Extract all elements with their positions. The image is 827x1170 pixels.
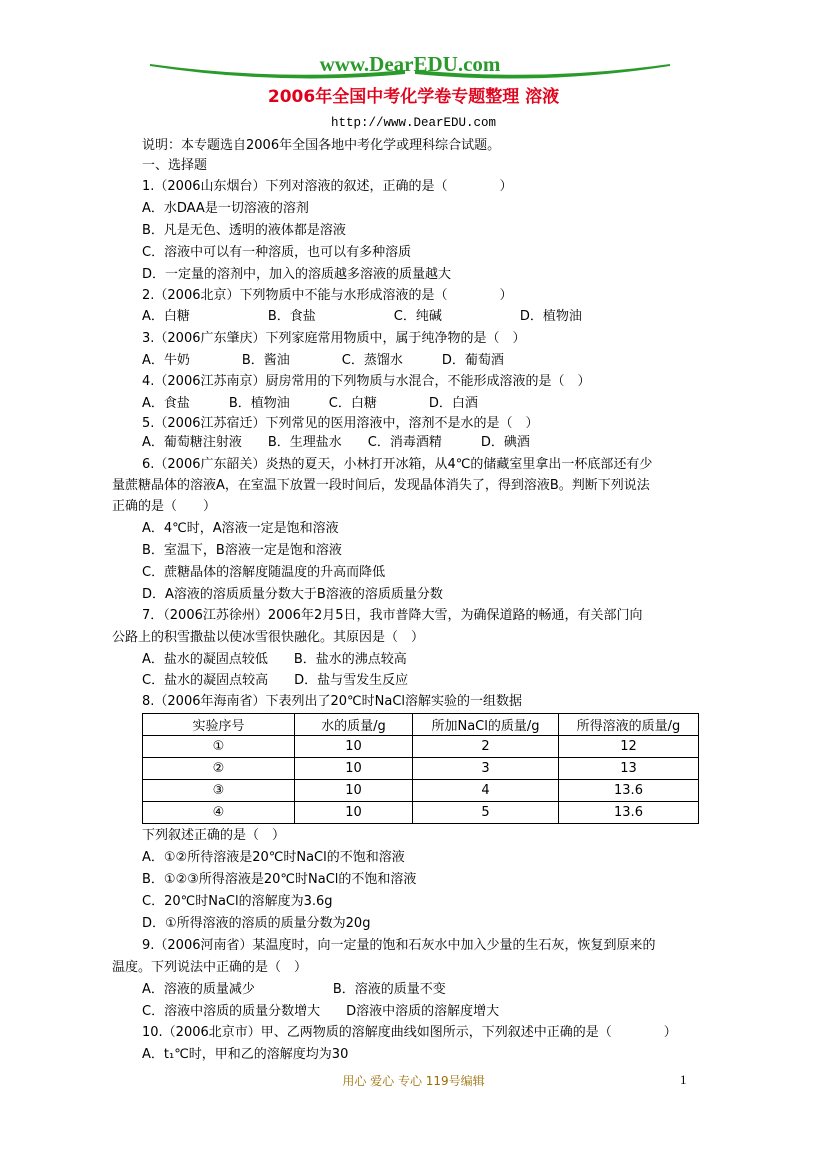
question-9-cont: 温度。下列说法中正确的是（ ） [112,960,308,975]
question-1: 1.（2006山东烟台）下列对溶液的叙述，正确的是（ ） [142,179,513,194]
option-line: C．蔗糖晶体的溶解度随温度的升高而降低 [142,565,386,580]
table-row [143,802,699,824]
table-cell: 4 [413,780,559,802]
table-cell: ① [143,736,295,758]
question-3: 3.（2006广东肇庆）下列家庭常用物质中，属于纯净物的是（ ） [142,331,526,346]
option-line: D．①所得溶液的溶质的质量分数为20g [142,916,371,931]
table-cell: 10 [295,780,413,802]
table-row [143,758,699,780]
table-cell: 10 [295,736,413,758]
question-9: 9.（2006河南省）某温度时，向一定量的饱和石灰水中加入少量的生石灰，恢复到原来的 [142,938,656,953]
question-7-cont: 公路上的积雪撒盐以使冰雪很快融化。其原因是（ ） [112,630,425,645]
page-footer: 用心 爱心 专心 119号编辑 [342,1074,485,1088]
table-cell: 13.6 [559,802,699,824]
table-header: 所加NaCl的质量/g [413,714,559,736]
table-cell: ② [143,758,295,780]
table-header: 所得溶液的质量/g [559,714,699,736]
option-line: C．溶液中可以有一种溶质，也可以有多种溶质 [142,245,412,260]
intro-note: 说明：本专题选自2006年全国各地中考化学或理科综合试题。 [142,138,501,153]
question-8: 8.（2006年海南省）下表列出了20℃时NaCl溶解实验的一组数据 [142,694,523,709]
question-7: 7．（2006江苏徐州）2006年2月5日，我市普降大雪，为确保道路的畅通，有关部门向 [142,608,643,623]
option-line: C．20℃时NaCl的溶解度为3.6g [142,894,333,909]
option-line: A．①②所待溶液是20℃时NaCl的不饱和溶液 [142,850,405,865]
question-2: 2.（2006北京）下列物质中不能与水形成溶液的是（ ） [142,288,513,303]
table-cell: 3 [413,758,559,780]
option-line: A．盐水的凝固点较低 B．盐水的沸点较高 [142,652,407,667]
banner-text: www.DearEDU.com [319,52,501,76]
table-cell: 13.6 [559,780,699,802]
option-line: C．溶液中溶质的质量分数增大 D溶液中溶质的溶解度增大 [142,1004,500,1019]
question-4: 4.（2006江苏南京）厨房常用的下列物质与水混合，不能形成溶液的是（ ） [142,374,591,389]
option-line: A．葡萄糖注射液 B．生理盐水 C．消毒酒精 D．碘酒 [142,435,530,450]
page-number: 1 [680,1072,687,1087]
table-cell: 5 [413,802,559,824]
option-line: B．①②③所得溶液是20℃时NaCl的不饱和溶液 [142,872,417,887]
question-8-prompt: 下列叙述正确的是（ ） [142,828,286,843]
table-header-row [143,714,699,736]
option-line: A．4℃时，A溶液一定是饱和溶液 [142,521,339,536]
table-row [143,780,699,802]
table-cell: 10 [295,802,413,824]
page-title: 2006年全国中考化学卷专题整理 溶液 [267,87,560,107]
option-line: A．水DAA是一切溶液的溶剂 [142,201,309,216]
option-line: D．一定量的溶剂中，加入的溶质越多溶液的质量越大 [142,267,452,282]
question-6-cont: 量蔗糖晶体的溶液A，在室温下放置一段时间后，发现晶体消失了，得到溶液B。判断下列说法 [112,478,650,493]
option-line: A．食盐 B．植物油 C．白糖 D．白酒 [142,396,478,411]
source-url[interactable]: http://www.DearEDU.com [330,116,497,130]
question-10: 10.（2006北京市）甲、乙两物质的溶解度曲线如图所示，下列叙述中正确的是（ ） [142,1025,677,1040]
option-line: A．白糖 B．食盐 C．纯碱 D．植物油 [142,309,582,324]
option-line: D．A溶液的溶质质量分数大于B溶液的溶质质量分数 [142,587,443,602]
table-cell: ④ [143,802,295,824]
table-row [143,736,699,758]
table-cell: 12 [559,736,699,758]
table-cell: 13 [559,758,699,780]
table-cell: 2 [413,736,559,758]
option-line: C．盐水的凝固点较高 D．盐与雪发生反应 [142,673,409,688]
option-line: A．溶液的质量减少 B．溶液的质量不变 [142,982,446,997]
option-line: A．牛奶 B．酱油 C．蒸馏水 D．葡萄酒 [142,353,504,368]
data-table [142,713,699,824]
option-line: B．凡是无色、透明的液体都是溶液 [142,223,346,238]
option-line: A．t₁℃时，甲和乙的溶解度均为30 [142,1047,349,1062]
section-heading: 一、选择题 [142,158,208,173]
question-6: 6.（2006广东韶关）炎热的夏天，小林打开冰箱，从4℃的储藏室里拿出一杯底部还有少 [142,457,653,472]
site-banner [150,52,670,82]
table-cell: ③ [143,780,295,802]
question-6-cont: 正确的是（ ） [112,499,217,514]
table-cell: 10 [295,758,413,780]
question-5: 5.（2006江苏宿迁）下列常见的医用溶液中，溶剂不是水的是（ ） [142,416,539,431]
table-header: 水的质量/g [295,714,413,736]
option-line: B．室温下，B溶液一定是饱和溶液 [142,543,342,558]
table-header: 实验序号 [143,714,295,736]
